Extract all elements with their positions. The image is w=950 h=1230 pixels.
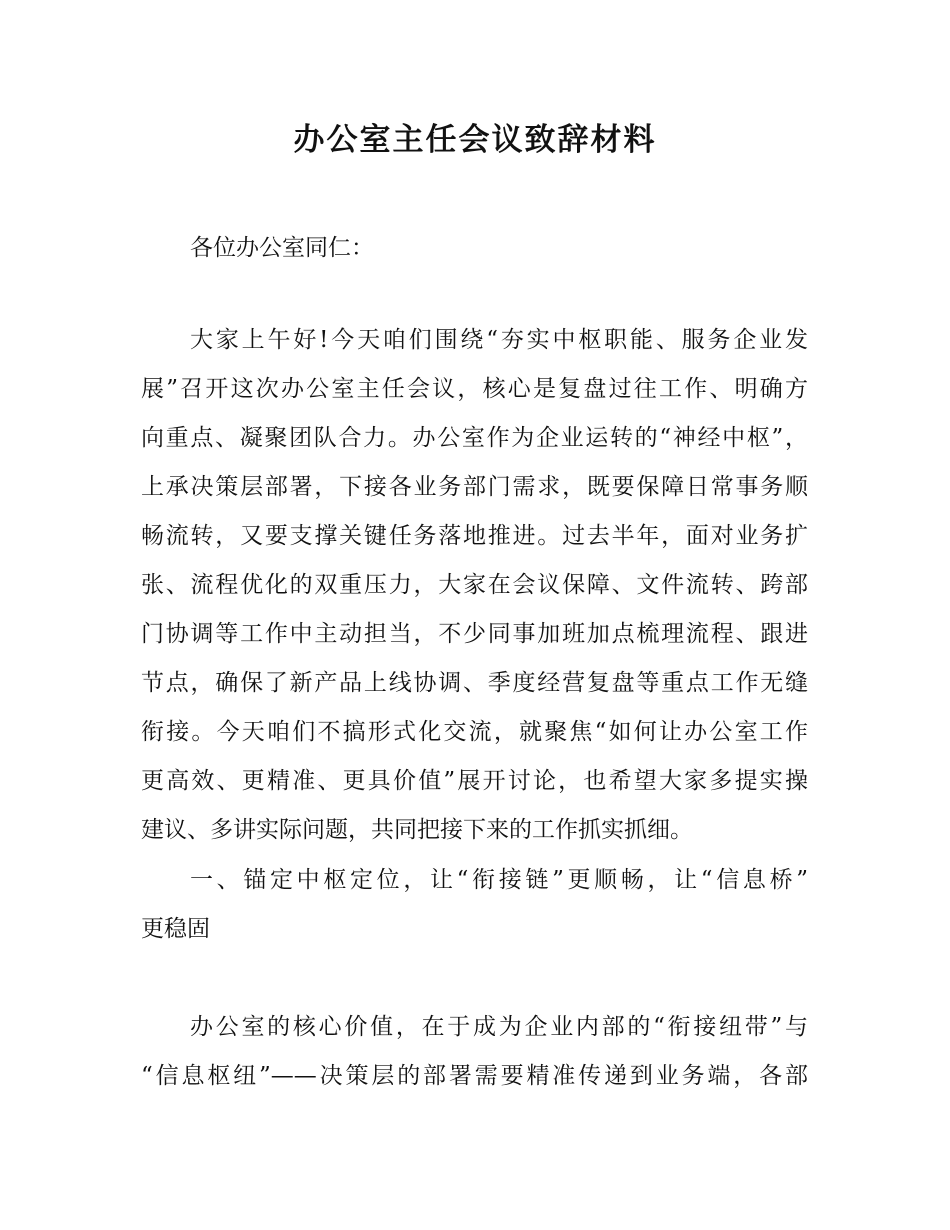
text-line: 更稳固 (141, 916, 210, 942)
paragraph-opening (141, 316, 808, 855)
greeting (141, 224, 808, 273)
text-line: 节点，确保了新产品上线协调、季度经营复盘等重点工作无缝 (141, 670, 808, 696)
greeting-line: 各位办公室同仁： (190, 235, 374, 261)
text-line: 张、流程优化的双重压力，大家在会议保障、文件流转、跨部 (141, 572, 808, 598)
text-line: 一、锚定中枢定位，让“衔接链”更顺畅，让“信息桥” (190, 867, 808, 893)
document-title: 办公室主任会议致辞材料 (293, 122, 657, 158)
text-line: 衔接。今天咱们不搞形式化交流，就聚焦“如何让办公室工作 (141, 719, 808, 745)
text-line: “信息枢纽”——决策层的部署需要精准传递到业务端，各部 (141, 1063, 808, 1089)
text-line: 办公室的核心价值，在于成为企业内部的“衔接纽带”与 (190, 1014, 808, 1040)
section-heading-1 (141, 856, 808, 954)
text-line: 上承决策层部署，下接各业务部门需求，既要保障日常事务顺 (141, 474, 808, 500)
text-line: 大家上午好!今天咱们围绕“夯实中枢职能、服务企业发 (190, 327, 808, 353)
text-line: 门协调等工作中主动担当，不少同事加班加点梳理流程、跟进 (141, 621, 808, 647)
text-line: 建议、多讲实际问题，共同把接下来的工作抓实抓细。 (141, 817, 693, 843)
paragraph-section-1 (141, 1003, 808, 1101)
text-line: 向重点、凝聚团队合力。办公室作为企业运转的“神经中枢”， (141, 425, 808, 451)
text-line: 更高效、更精准、更具价值”展开讨论，也希望大家多提实操 (141, 768, 808, 794)
text-line: 畅流转，又要支撑关键任务落地推进。过去半年，面对业务扩 (141, 523, 808, 549)
text-line: 展”召开这次办公室主任会议，核心是复盘过往工作、明确方 (141, 376, 808, 402)
